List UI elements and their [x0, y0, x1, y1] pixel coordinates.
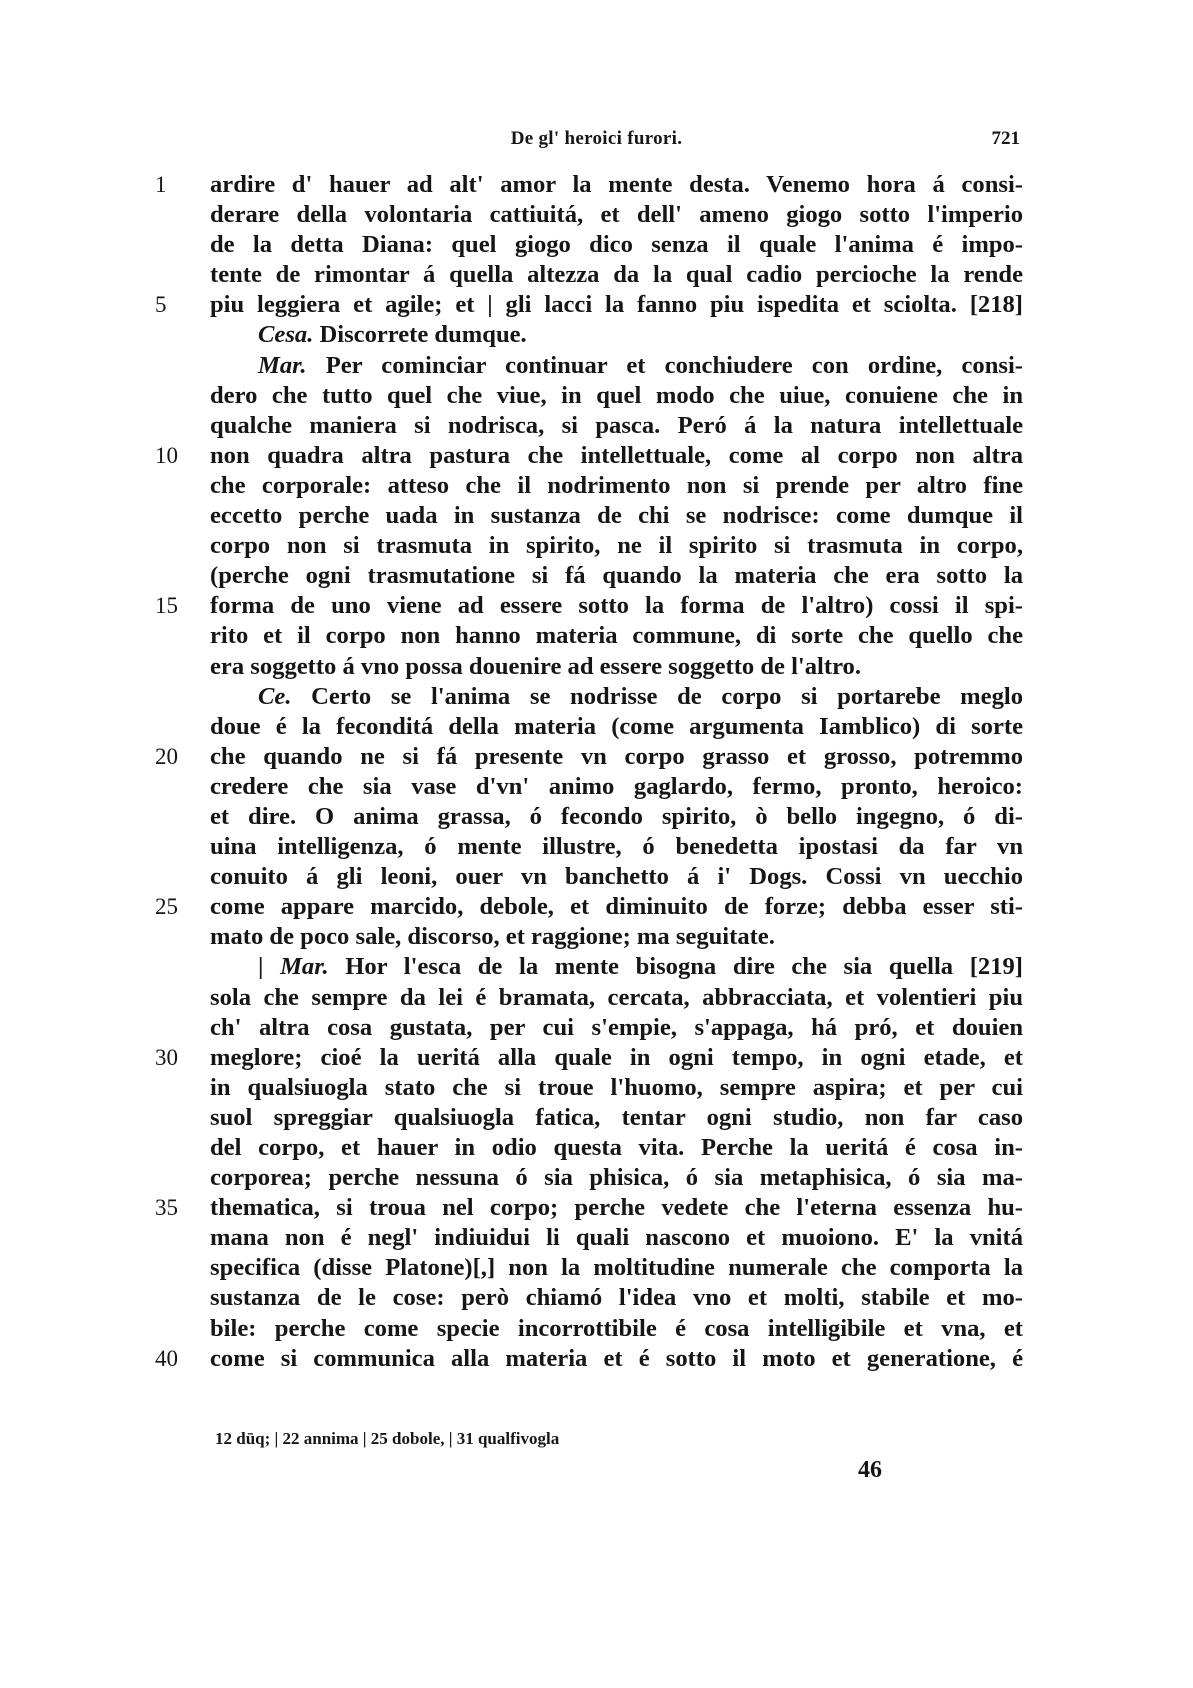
text-line: [210, 200, 1023, 230]
text-line: [155, 742, 1023, 772]
text-line: [210, 862, 1023, 892]
line-number: 20: [155, 743, 178, 769]
text-line: [210, 1013, 1023, 1043]
line-text: piu leggiera et agile; et | gli lacci la fanno piu ispedita et sciolta. [218]: [210, 291, 1023, 319]
line-text: credere che sia vase d'vn' animo gaglardo, fermo, pronto, heroico:: [210, 772, 1023, 800]
line-text: Cesa. Discorrete dumque.: [258, 321, 527, 349]
speaker-name: Cesa.: [258, 321, 314, 349]
line-text: forma de uno viene ad essere sotto la forma de l'altro) cossi il spi-: [210, 592, 1023, 620]
line-text: uina intelligenza, ó mente illustre, ó benedetta ipostasi da far vn: [210, 833, 1023, 861]
text-line: [210, 351, 1023, 381]
line-text: suol spreggiar qualsiuogla fatica, tentar ogni studio, non far caso: [210, 1103, 1023, 1131]
text-line: [210, 531, 1023, 561]
line-text: sola che sempre da lei é bramata, cercata, abbracciata, et volentieri piu: [210, 983, 1023, 1011]
line-number: 5: [155, 292, 167, 318]
text-line: [155, 1193, 1023, 1223]
line-text: ch' altra cosa gustata, per cui s'empie, s'appaga, há pró, et douien: [210, 1013, 1023, 1041]
running-head: [0, 128, 1193, 154]
page-number: 721: [991, 128, 1020, 149]
text-line: [210, 381, 1023, 411]
text-line: [210, 621, 1023, 651]
line-text: thematica, si troua nel corpo; perche vedete che l'eterna essenza hu-: [210, 1194, 1023, 1222]
line-text: era soggetto á vno possa douenire ad essere soggetto de l'altro.: [210, 652, 862, 680]
line-text: che corporale: atteso che il nodrimento non si prende per altro fine: [210, 471, 1023, 499]
line-text: come si communica alla materia et é sotto il moto et generatione, é: [210, 1344, 1023, 1372]
line-number: 25: [155, 894, 178, 920]
text-line: [210, 1103, 1023, 1133]
text-block: [155, 170, 1023, 1374]
speaker-name: Ce.: [258, 682, 292, 710]
text-line: [210, 320, 1023, 350]
text-line: [210, 1314, 1023, 1344]
line-text: ardire d' hauer ad alt' amor la mente desta. Venemo hora á consi-: [210, 171, 1023, 198]
line-text: (perche ogni trasmutatione si fá quando la materia che era sotto la: [210, 562, 1023, 590]
line-text: che quando ne si fá presente vn corpo grasso et grosso, potremmo: [210, 742, 1023, 770]
text-line: [210, 772, 1023, 802]
line-text: non quadra altra pastura che intellettuale, come al corpo non altra: [210, 441, 1023, 469]
text-line: [210, 802, 1023, 832]
text-line: [210, 501, 1023, 531]
text-line: [210, 1283, 1023, 1313]
text-line: [155, 441, 1023, 471]
line-text: eccetto perche uada in sustanza de chi se nodrisce: come dumque il: [210, 502, 1023, 530]
line-text: come appare marcido, debole, et diminuito de forze; debba esser sti-: [210, 893, 1023, 921]
text-line: [210, 411, 1023, 441]
text-line: [210, 561, 1023, 591]
text-line: [155, 892, 1023, 922]
line-text: de la detta Diana: quel giogo dico senza il quale l'anima é impo-: [210, 231, 1023, 259]
line-number: 40: [155, 1345, 178, 1371]
line-text: sustanza de le cose: però chiamó l'idea vno et molti, stabile et mo-: [210, 1284, 1023, 1312]
text-line: [155, 1344, 1023, 1374]
line-text: corpo non si trasmuta in spirito, ne il spirito si trasmuta in corpo,: [210, 532, 1023, 560]
speaker-name: Mar.: [258, 351, 307, 379]
text-line: [210, 471, 1023, 501]
text-line: [210, 1073, 1023, 1103]
line-text: doue é la feconditá della materia (come argumenta Iamblico) di sorte: [210, 712, 1023, 740]
text-line: [210, 1163, 1023, 1193]
line-text: corporea; perche nessuna ó sia phisica, ó sia metaphisica, ó sia ma-: [210, 1164, 1023, 1192]
line-text: Ce. Certo se l'anima se nodrisse de corpo si portarebe meglo: [258, 682, 1023, 710]
line-text: dero che tutto quel che viue, in quel modo che uiue, conuiene che in: [210, 381, 1023, 409]
line-text: Mar. Per cominciar continuar et conchiudere con ordine, consi-: [258, 351, 1023, 379]
sheet-number: 46: [858, 1457, 882, 1483]
line-text: del corpo, et hauer in odio questa vita. Perche la ueritá é cosa in-: [210, 1134, 1023, 1161]
text-line: [210, 260, 1023, 290]
line-text: mana non é negl' indiuidui li quali nascono et muoiono. E' la vnitá: [210, 1224, 1023, 1252]
line-text: et dire. O anima grassa, ó fecondo spirito, ò bello ingegno, ó di-: [210, 802, 1023, 830]
text-line: [210, 712, 1023, 742]
text-line: [210, 922, 1023, 952]
text-line: [155, 591, 1023, 621]
text-line: [210, 983, 1023, 1013]
line-text: | Mar. Hor l'esca de la mente bisogna dire che sia quella [219]: [258, 953, 1023, 981]
line-text: rito et il corpo non hanno materia commune, di sorte che quello che: [210, 622, 1023, 650]
text-line: [210, 1133, 1023, 1163]
line-text: qualche maniera si nodrisca, si pasca. Peró á la natura intellettuale: [210, 411, 1023, 439]
text-line: [210, 682, 1023, 712]
text-line: [210, 1223, 1023, 1253]
text-line: [155, 1043, 1023, 1073]
line-text: meglore; cioé la ueritá alla quale in ogni tempo, in ogni etade, et: [210, 1043, 1023, 1071]
line-text: derare della volontaria cattiuitá, et dell' ameno giogo sotto l'imperio: [210, 201, 1023, 229]
line-number: 10: [155, 442, 178, 468]
line-number: 35: [155, 1195, 178, 1221]
text-line: [210, 1253, 1023, 1283]
text-line: [155, 290, 1023, 320]
speaker-name: Mar.: [280, 953, 329, 981]
line-number: 1: [155, 172, 167, 197]
line-text: conuito á gli leoni, ouer vn banchetto á i' Dogs. Cossi vn uecchio: [210, 863, 1023, 891]
text-line: [210, 230, 1023, 260]
line-text: tente de rimontar á quella altezza da la qual cadio percioche la rende: [210, 261, 1023, 289]
line-text: mato de poco sale, discorso, et raggione; ma seguitate.: [210, 923, 775, 951]
line-number: 15: [155, 593, 178, 619]
text-line: [210, 832, 1023, 862]
running-title: De gl' heroici furori.: [510, 128, 683, 149]
line-number: 30: [155, 1044, 178, 1070]
text-line: [210, 652, 1023, 682]
text-line: [210, 952, 1023, 982]
critical-apparatus: 12 dūq; | 22 annima | 25 dobole, | 31 qualfivogla: [215, 1429, 560, 1448]
line-text: bile: perche come specie incorrottibile é cosa intelligibile et vna, et: [210, 1314, 1023, 1342]
line-text: specifica (disse Platone)[,] non la moltitudine numerale che comporta la: [210, 1254, 1023, 1282]
line-text: in qualsiuogla stato che si troue l'huomo, sempre aspira; et per cui: [210, 1073, 1023, 1101]
text-line: [155, 170, 1023, 200]
